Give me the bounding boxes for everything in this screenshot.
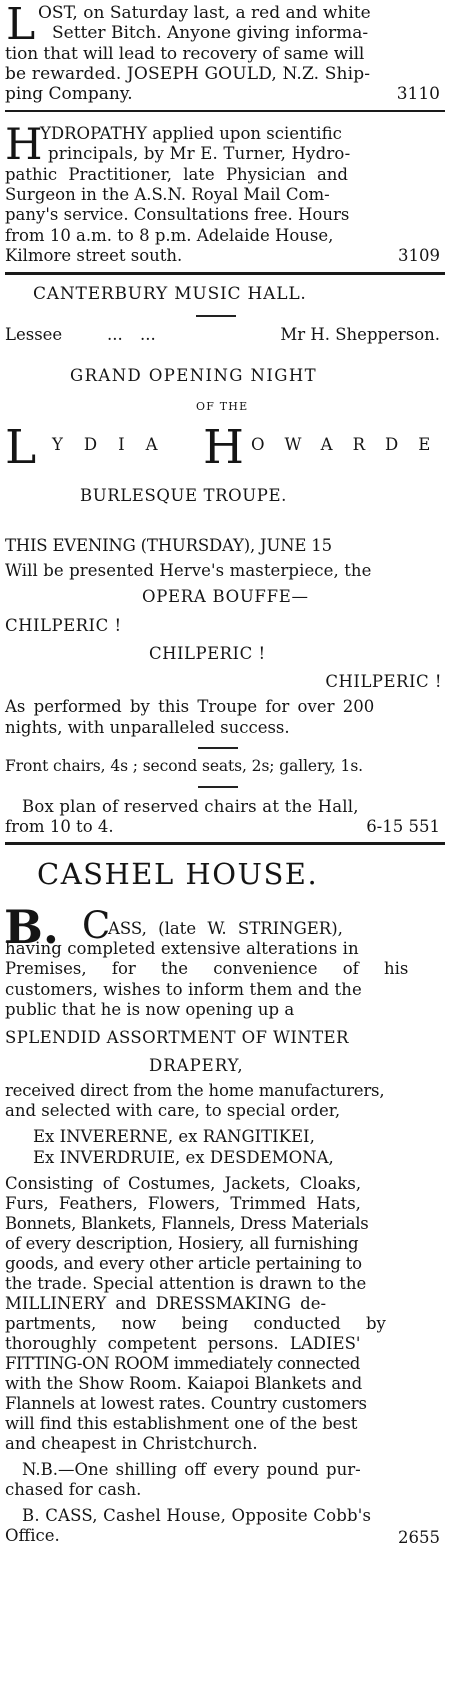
ships-line-1: Ex INVERERNE, ex RANGITIKEI, [33,1127,315,1146]
cashel-body-5: goods, and every other article pertaining to [5,1254,362,1273]
lessee-dots: ... ... [107,325,156,344]
presented-line: Will be presented Herve's masterpiece, the [5,561,372,580]
box-plan-line-2: from 10 to 4. [5,817,114,836]
drop-cap-h: H [5,120,43,170]
hydro-line-1: YDROPATHY applied upon scientific [40,124,342,143]
cashel-house-title: CASHEL HOUSE. [37,857,319,891]
opera-bouffe: OPERA BOUFFE— [142,587,309,606]
cashel-body-14: and cheapest in Christchurch. [5,1434,258,1453]
lost-ad-number: 3110 [396,84,440,104]
short-dash [196,315,236,317]
lessee-name: Mr H. Shepperson. [280,325,440,344]
burlesque-troupe: BURLESQUE TROUPE. [80,486,287,505]
troupe-initial-l: L [5,420,37,475]
ships-line-2: Ex INVERDRUIE, ex DESDEMONA, [33,1148,334,1167]
chilperic-2: CHILPERIC ! [149,644,266,663]
this-evening: THIS EVENING (THURSDAY), JUNE 15 [5,536,332,555]
divider-rule-heavy [5,842,445,845]
signature-line-1: B. CASS, Cashel House, Opposite Cobb's [22,1506,372,1525]
drapery: DRAPERY, [149,1056,244,1075]
performed-line-1: As performed by this Troupe for over 200 [5,697,375,716]
cashel-intro-2: having completed extensive alterations in [5,939,359,958]
cashel-intro-1: ASS, (late W. STRINGER), [108,919,343,938]
lost-line-2: Setter Bitch. Anyone giving informa- [52,23,369,43]
cashel-intro-4: customers, wishes to inform them and the [5,980,362,999]
cashel-intro-3: Premises, for the convenience of his [5,959,409,978]
divider-rule [5,110,445,112]
cashel-body-10: FITTING-ON ROOM immediately connected [5,1354,360,1373]
received-line-1: received direct from the home manufacturers, [5,1081,385,1100]
initial-b: B. [4,900,59,954]
lessee-label: Lessee [5,325,63,344]
hydro-line-2: principals, by Mr E. Turner, Hydro- [48,144,351,163]
cashel-body-8: partments, now being conducted by [5,1314,386,1333]
troupe-initial-h: H [203,420,244,475]
cashel-body-13: will find this establishment one of the best [5,1414,358,1433]
troupe-name-howarde: OWARDE [251,435,450,454]
initial-c: C [82,904,111,947]
chilperic-3: CHILPERIC ! [325,672,442,691]
cashel-body-4: of every description, Hosiery, all furnishing [5,1234,359,1253]
signature-line-2: Office. [5,1526,60,1545]
music-hall-title: CANTERBURY MUSIC HALL. [33,284,307,304]
troupe-name-lydia: YDIA [52,435,179,454]
lost-line-1: OST, on Saturday last, a red and white [38,3,371,23]
lost-line-3: tion that will lead to recovery of same will [5,44,365,64]
cashel-body-1: Consisting of Costumes, Jackets, Cloaks, [5,1174,362,1193]
cashel-body-7: MILLINERY and DRESSMAKING de- [5,1294,327,1313]
cashel-ad-number: 2655 [398,1528,440,1547]
hydro-line-6: from 10 a.m. to 8 p.m. Adelaide House, [5,226,334,245]
grand-opening: GRAND OPENING NIGHT [70,366,318,385]
hydro-ad-number: 3109 [398,246,440,265]
divider-rule-heavy [5,272,445,275]
cashel-body-12: Flannels at lowest rates. Country customers [5,1394,367,1413]
drop-cap-l: L [6,0,36,50]
received-line-2: and selected with care, to special order, [5,1101,341,1120]
cashel-body-2: Furs, Feathers, Flowers, Trimmed Hats, [5,1194,361,1213]
short-dash [198,786,238,788]
performed-line-2: nights, with unparalleled success. [5,718,290,737]
ticket-prices: Front chairs, 4s ; second seats, 2s; gallery, 1s. [5,757,364,775]
cashel-body-11: with the Show Room. Kaiapoi Blankets and [5,1374,363,1393]
chilperic-1: CHILPERIC ! [5,616,122,635]
nb-line-2: chased for cash. [5,1480,142,1499]
cashel-intro-5: public that he is now opening up a [5,1000,295,1019]
hydro-line-5: pany's service. Consultations free. Hours [5,205,350,224]
cashel-body-9: thoroughly competent persons. LADIES' [5,1334,361,1353]
of-the: OF THE [196,400,249,413]
lost-line-4: be rewarded. JOSEPH GOULD, N.Z. Ship- [5,64,371,84]
hydro-line-7: Kilmore street south. [5,246,183,265]
short-dash [198,747,238,749]
hydro-line-4: Surgeon in the A.S.N. Royal Mail Com- [5,185,330,204]
cashel-body-3: Bonnets, Blankets, Flannels, Dress Materials [5,1214,369,1233]
hydro-line-3: pathic Practitioner, late Physician and [5,165,348,184]
box-plan-line-1: Box plan of reserved chairs at the Hall, [22,797,359,816]
music-hall-ad-number: 6-15 551 [366,817,440,836]
nb-line-1: N.B.—One shilling off every pound pur- [22,1460,361,1479]
splendid-assortment: SPLENDID ASSORTMENT OF WINTER [5,1028,349,1047]
lost-line-5: ping Company. [5,84,133,104]
cashel-body-6: the trade. Special attention is drawn to the [5,1274,367,1293]
